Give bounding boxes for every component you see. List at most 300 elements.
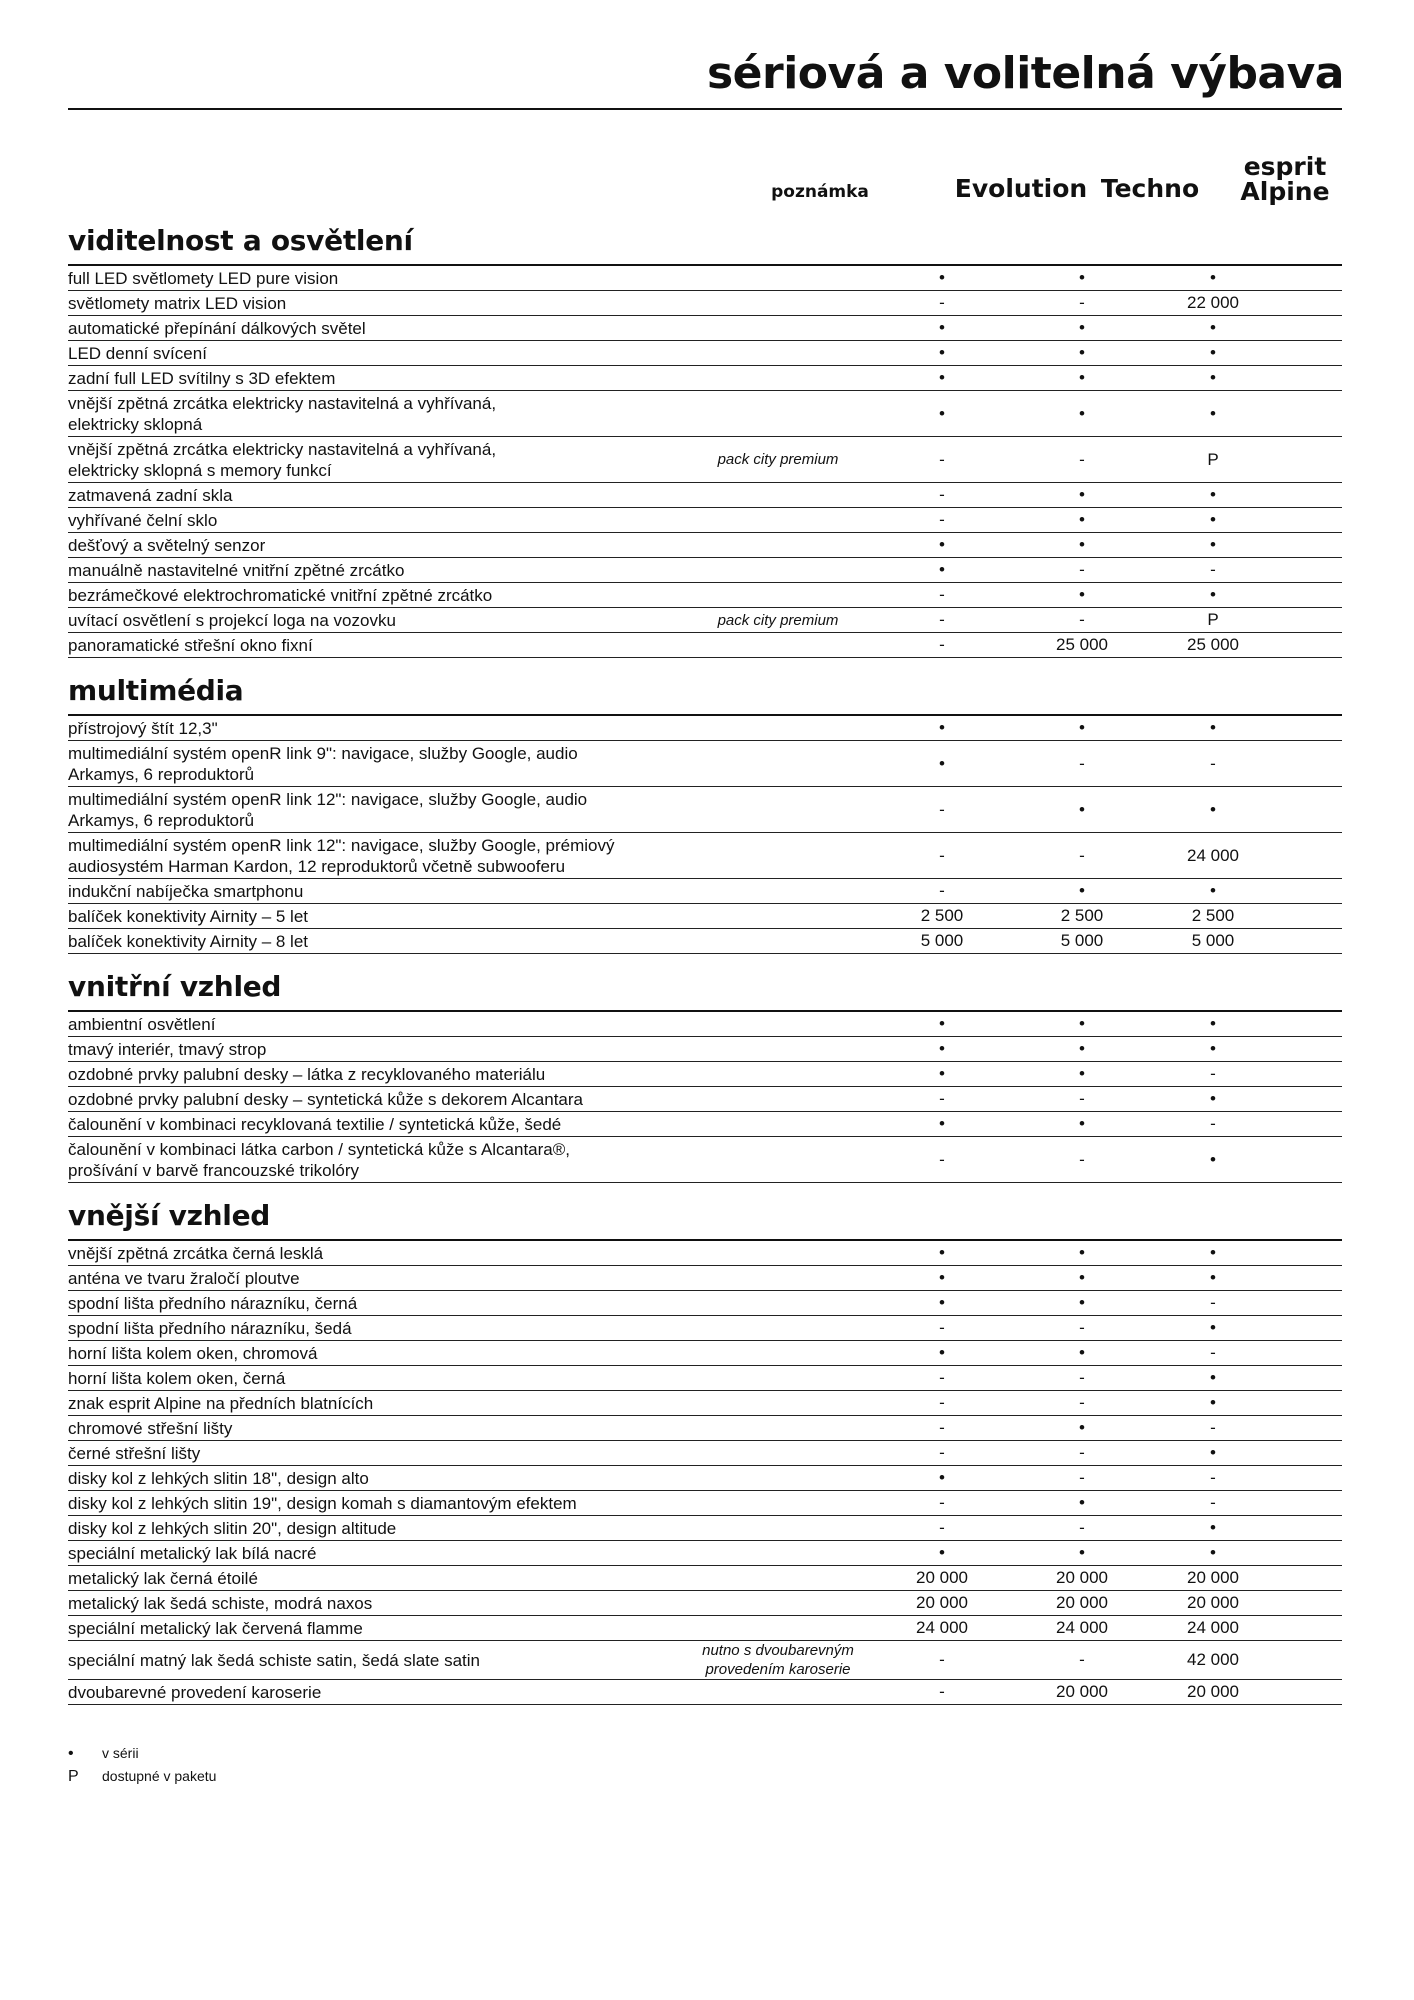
table-row	[68, 1087, 1342, 1112]
feature-label-line: LED denní svícení	[68, 344, 207, 363]
value-evolution: -	[939, 449, 945, 469]
value-evolution: •	[939, 1014, 945, 1033]
trim-values	[868, 754, 1342, 774]
section-rows	[68, 1010, 1342, 1183]
section-title: multimédia	[68, 674, 244, 707]
value-techno: •	[1079, 718, 1085, 737]
value-evolution: -	[939, 881, 945, 900]
table-row	[68, 1591, 1342, 1616]
value-techno: -	[1079, 1149, 1085, 1169]
value-esprit-alpine: P	[1207, 449, 1219, 469]
value-esprit-alpine: •	[1210, 1039, 1216, 1058]
value-esprit-alpine: -	[1210, 753, 1216, 773]
section	[68, 220, 1342, 658]
value-techno: -	[1079, 1393, 1085, 1412]
feature-label	[68, 391, 688, 436]
feature-label	[68, 1441, 688, 1465]
value-esprit-alpine: •	[1210, 1393, 1216, 1412]
feature-label	[68, 1037, 688, 1061]
bullet-icon: •	[68, 1745, 74, 1762]
feature-label-line: vyhřívané čelní sklo	[68, 511, 218, 530]
value-esprit-alpine: •	[1210, 585, 1216, 604]
value-techno: -	[1079, 1650, 1085, 1669]
trim-values	[868, 343, 1342, 363]
feature-label-line: speciální matný lak šedá schiste satin, šedá slate satin	[68, 1651, 480, 1670]
table-row	[68, 787, 1342, 833]
value-evolution: •	[939, 1064, 945, 1083]
feature-label	[68, 633, 688, 657]
feature-label-line: chromové střešní lišty	[68, 1419, 233, 1438]
trim-values	[868, 510, 1342, 530]
trim-values	[868, 318, 1342, 338]
value-techno: 2 500	[1060, 906, 1104, 925]
feature-label	[68, 1391, 688, 1415]
feature-note	[688, 1641, 868, 1679]
feature-label	[68, 608, 688, 632]
feature-label-line: vnější zpětná zrcátka černá lesklá	[68, 1244, 324, 1263]
trim-values	[868, 610, 1342, 630]
value-techno: -	[1079, 610, 1085, 629]
value-esprit-alpine: 42 000	[1187, 1650, 1239, 1669]
feature-label	[68, 1316, 688, 1340]
value-esprit-alpine: 25 000	[1187, 635, 1239, 654]
feature-note-line: nutno s dvoubarevným	[702, 1642, 854, 1659]
table-row	[68, 1416, 1342, 1441]
feature-label-line: uvítací osvětlení s projekcí loga na vozovku	[68, 611, 396, 630]
feature-label	[68, 266, 688, 290]
table-row	[68, 1466, 1342, 1491]
trim-values	[868, 293, 1342, 313]
feature-label	[68, 1466, 688, 1490]
value-techno: •	[1079, 1343, 1085, 1362]
value-esprit-alpine: •	[1210, 1243, 1216, 1262]
table-row	[68, 1566, 1342, 1591]
feature-label-line: elektricky sklopná	[68, 415, 203, 434]
value-evolution: •	[939, 753, 945, 773]
value-evolution: 20 000	[916, 1568, 968, 1587]
feature-label	[68, 366, 688, 390]
trim-values	[868, 1468, 1342, 1488]
value-techno: •	[1079, 535, 1085, 554]
feature-label	[68, 316, 688, 340]
feature-label-line: Arkamys, 6 reproduktorů	[68, 811, 255, 830]
feature-label-line: metalický lak černá étoilé	[68, 1569, 258, 1588]
value-techno: •	[1079, 1493, 1085, 1512]
feature-label	[68, 1062, 688, 1086]
column-header-techno: Techno	[1100, 174, 1200, 203]
feature-label-line: horní lišta kolem oken, chromová	[68, 1344, 318, 1363]
value-evolution: -	[939, 610, 945, 629]
table-row	[68, 291, 1342, 316]
value-evolution: •	[939, 1114, 945, 1133]
value-evolution: •	[939, 535, 945, 554]
feature-label-line: spodní lišta předního nárazníku, černá	[68, 1294, 358, 1313]
value-techno: -	[1079, 1318, 1085, 1337]
feature-label-line: indukční nabíječka smartphonu	[68, 882, 304, 901]
feature-label	[68, 1491, 688, 1515]
feature-label-line: tmavý interiér, tmavý strop	[68, 1040, 267, 1059]
feature-label-line: vnější zpětná zrcátka elektricky nastavitelná a vyhřívaná,	[68, 440, 497, 459]
value-evolution: -	[939, 1318, 945, 1337]
value-esprit-alpine: 5 000	[1191, 931, 1235, 950]
value-esprit-alpine: 22 000	[1187, 293, 1239, 312]
table-row	[68, 833, 1342, 879]
trim-values	[868, 560, 1342, 580]
value-esprit-alpine: -	[1210, 1114, 1216, 1133]
value-techno: 20 000	[1056, 1682, 1108, 1701]
feature-label-line: zatmavená zadní skla	[68, 486, 233, 505]
value-techno: -	[1079, 1468, 1085, 1487]
value-esprit-alpine: •	[1210, 485, 1216, 504]
feature-label-line: full LED světlomety LED pure vision	[68, 269, 339, 288]
value-evolution: -	[939, 293, 945, 312]
value-esprit-alpine: 24 000	[1187, 1618, 1239, 1637]
value-esprit-alpine: •	[1210, 1368, 1216, 1387]
feature-label-line: ozdobné prvky palubní desky – syntetická kůže s dekorem Alcantara	[68, 1090, 584, 1109]
section-title: viditelnost a osvětlení	[68, 224, 413, 257]
value-techno: -	[1079, 293, 1085, 312]
trim-values	[868, 1418, 1342, 1438]
trim-values	[868, 1593, 1342, 1613]
value-evolution: -	[939, 485, 945, 504]
value-techno: -	[1079, 1089, 1085, 1108]
table-row	[68, 558, 1342, 583]
feature-label-line: elektricky sklopná s memory funkcí	[68, 461, 332, 480]
value-techno: •	[1079, 1039, 1085, 1058]
table-row	[68, 1680, 1342, 1705]
feature-label	[68, 929, 688, 953]
value-esprit-alpine: 20 000	[1187, 1682, 1239, 1701]
table-row	[68, 1541, 1342, 1566]
value-techno: -	[1079, 560, 1085, 579]
feature-label	[68, 1616, 688, 1640]
value-techno: •	[1079, 403, 1085, 423]
trim-values	[868, 1543, 1342, 1563]
feature-label-line: čalounění v kombinaci látka carbon / syntetická kůže s Alcantara®,	[68, 1140, 571, 1159]
value-esprit-alpine: P	[1207, 610, 1219, 629]
page-title: sériová a volitelná výbava	[706, 48, 1344, 99]
value-esprit-alpine: •	[1210, 535, 1216, 554]
value-esprit-alpine: 20 000	[1187, 1593, 1239, 1612]
trim-values	[868, 1682, 1342, 1702]
section-gap	[68, 954, 1342, 966]
feature-label	[68, 1012, 688, 1036]
value-evolution: •	[939, 560, 945, 579]
feature-label	[68, 437, 688, 482]
feature-label	[68, 716, 688, 740]
feature-label	[68, 1291, 688, 1315]
feature-label-line: prošívání v barvě francouzské trikolóry	[68, 1161, 360, 1180]
value-esprit-alpine: •	[1210, 1543, 1216, 1562]
value-evolution: -	[939, 799, 945, 819]
value-esprit-alpine: •	[1210, 368, 1216, 387]
feature-label-line: přístrojový štít 12,3"	[68, 719, 218, 738]
feature-label	[68, 1566, 688, 1590]
value-evolution: 20 000	[916, 1593, 968, 1612]
value-evolution: -	[939, 1518, 945, 1537]
feature-label	[68, 558, 688, 582]
trim-values	[868, 1443, 1342, 1463]
value-evolution: •	[939, 1343, 945, 1362]
section-title: vnější vzhled	[68, 1199, 270, 1232]
value-esprit-alpine: -	[1210, 1418, 1216, 1437]
trim-values	[868, 1393, 1342, 1413]
value-esprit-alpine: •	[1210, 881, 1216, 900]
value-techno: 24 000	[1056, 1618, 1108, 1637]
value-techno: •	[1079, 368, 1085, 387]
table-row	[68, 1291, 1342, 1316]
feature-label-line: metalický lak šedá schiste, modrá naxos	[68, 1594, 373, 1613]
feature-label	[68, 1416, 688, 1440]
feature-note-line: pack city premium	[717, 611, 839, 629]
value-evolution: -	[939, 1089, 945, 1108]
trim-values	[868, 1089, 1342, 1109]
table-row	[68, 1366, 1342, 1391]
table-row	[68, 1316, 1342, 1341]
table-row	[68, 316, 1342, 341]
feature-label-line: spodní lišta předního nárazníku, šedá	[68, 1319, 352, 1338]
value-techno: •	[1079, 1014, 1085, 1033]
table-row	[68, 508, 1342, 533]
trim-values	[868, 1343, 1342, 1363]
section-gap	[68, 1183, 1342, 1195]
section-rows	[68, 264, 1342, 658]
value-evolution: -	[939, 1368, 945, 1387]
value-techno: •	[1079, 318, 1085, 337]
feature-label	[68, 1541, 688, 1565]
feature-label	[68, 1680, 688, 1704]
value-evolution: -	[939, 1650, 945, 1669]
feature-label	[68, 879, 688, 903]
value-techno: •	[1079, 1114, 1085, 1133]
table-row	[68, 583, 1342, 608]
value-evolution: •	[939, 403, 945, 423]
feature-label-line: světlomety matrix LED vision	[68, 294, 287, 313]
table-row	[68, 1441, 1342, 1466]
value-techno: 5 000	[1060, 931, 1104, 950]
table-row	[68, 1241, 1342, 1266]
value-evolution: -	[939, 585, 945, 604]
feature-label-line: čalounění v kombinaci recyklovaná textilie / syntetická kůže, šedé	[68, 1115, 562, 1134]
column-header-esprit-alpine	[1230, 154, 1340, 204]
table-row	[68, 341, 1342, 366]
legend	[68, 1742, 216, 1788]
trim-values	[868, 1368, 1342, 1388]
value-esprit-alpine: -	[1210, 1343, 1216, 1362]
value-evolution: 5 000	[920, 931, 964, 950]
feature-label-line: automatické přepínání dálkových světel	[68, 319, 366, 338]
trim-values	[868, 635, 1342, 655]
table-row	[68, 391, 1342, 437]
feature-label	[68, 1591, 688, 1615]
table-row	[68, 1341, 1342, 1366]
value-techno: •	[1079, 1268, 1085, 1287]
trim-values	[868, 450, 1342, 470]
value-evolution: 2 500	[920, 906, 964, 925]
table-row	[68, 533, 1342, 558]
column-header-alpine-line: Alpine	[1240, 177, 1330, 206]
feature-label-line: speciální metalický lak červená flamme	[68, 1619, 363, 1638]
feature-label	[68, 341, 688, 365]
value-techno: •	[1079, 343, 1085, 362]
value-evolution: -	[939, 1418, 945, 1437]
feature-label-line: dešťový a světelný senzor	[68, 536, 266, 555]
value-techno: 25 000	[1056, 635, 1108, 654]
value-evolution: •	[939, 368, 945, 387]
value-esprit-alpine: •	[1210, 1318, 1216, 1337]
trim-values	[868, 1114, 1342, 1134]
value-esprit-alpine: -	[1210, 1468, 1216, 1487]
feature-label	[68, 1266, 688, 1290]
table-row	[68, 1137, 1342, 1183]
trim-values	[868, 1243, 1342, 1263]
trim-values	[868, 1150, 1342, 1170]
table-row	[68, 1391, 1342, 1416]
section	[68, 1195, 1342, 1705]
feature-note-line: provedením karoserie	[705, 1661, 851, 1678]
value-techno: 20 000	[1056, 1593, 1108, 1612]
section-rows	[68, 714, 1342, 954]
feature-note-line: pack city premium	[717, 451, 839, 468]
feature-label	[68, 833, 688, 878]
value-esprit-alpine: •	[1210, 1268, 1216, 1287]
trim-values	[868, 906, 1342, 926]
value-techno: •	[1079, 268, 1085, 287]
value-techno: •	[1079, 1543, 1085, 1562]
trim-values	[868, 535, 1342, 555]
value-esprit-alpine: •	[1210, 1149, 1216, 1169]
legend-text: dostupné v paketu	[102, 1768, 217, 1784]
feature-label-line: vnější zpětná zrcátka elektricky nastavitelná a vyhřívaná,	[68, 394, 497, 413]
package-p-icon: P	[68, 1768, 79, 1785]
value-esprit-alpine: •	[1210, 403, 1216, 423]
table-row	[68, 1516, 1342, 1541]
trim-values	[868, 404, 1342, 424]
feature-label-line: multimediální systém openR link 9": navigace, služby Google, audio	[68, 744, 578, 763]
feature-label	[68, 904, 688, 928]
value-esprit-alpine: 24 000	[1187, 845, 1239, 865]
value-techno: •	[1079, 799, 1085, 819]
trim-values	[868, 846, 1342, 866]
value-esprit-alpine: 2 500	[1191, 906, 1235, 925]
feature-label-line: bezrámečkové elektrochromatické vnitřní zpětné zrcátko	[68, 586, 493, 605]
value-techno: •	[1079, 485, 1085, 504]
feature-label	[68, 741, 688, 786]
trim-values	[868, 800, 1342, 820]
equipment-table	[68, 220, 1342, 1705]
feature-label-line: disky kol z lehkých slitin 18", design alto	[68, 1469, 369, 1488]
value-techno: -	[1079, 1518, 1085, 1537]
table-row	[68, 1062, 1342, 1087]
table-row	[68, 1641, 1342, 1680]
feature-label-line: manuálně nastavitelné vnitřní zpětné zrcátko	[68, 561, 405, 580]
value-evolution: -	[939, 1149, 945, 1169]
value-esprit-alpine: •	[1210, 799, 1216, 819]
value-evolution: •	[939, 343, 945, 362]
table-row	[68, 608, 1342, 633]
legend-item-package	[68, 1765, 216, 1788]
table-row	[68, 1616, 1342, 1641]
feature-label	[68, 508, 688, 532]
legend-text: v sérii	[102, 1745, 139, 1761]
feature-label-line: disky kol z lehkých slitin 20", design altitude	[68, 1519, 397, 1538]
legend-item-standard	[68, 1742, 216, 1765]
feature-label-line: horní lišta kolem oken, černá	[68, 1369, 286, 1388]
section-title: vnitřní vzhled	[68, 970, 282, 1003]
table-row	[68, 633, 1342, 658]
feature-label-line: ozdobné prvky palubní desky – látka z recyklovaného materiálu	[68, 1065, 546, 1084]
section-gap	[68, 658, 1342, 670]
column-header-esprit-line: esprit	[1243, 152, 1327, 181]
value-evolution: -	[939, 1493, 945, 1512]
feature-label-line: balíček konektivity Airnity – 8 let	[68, 932, 309, 951]
feature-label	[68, 533, 688, 557]
feature-label	[68, 1112, 688, 1136]
table-row	[68, 1112, 1342, 1137]
value-techno: •	[1079, 510, 1085, 529]
value-evolution: -	[939, 845, 945, 865]
trim-values	[868, 718, 1342, 738]
feature-label	[68, 1241, 688, 1265]
feature-label-line: panoramatické střešní okno fixní	[68, 636, 313, 655]
section-rows	[68, 1239, 1342, 1705]
feature-label-line: Arkamys, 6 reproduktorů	[68, 765, 255, 784]
feature-label-line: balíček konektivity Airnity – 5 let	[68, 907, 309, 926]
value-esprit-alpine: •	[1210, 268, 1216, 287]
table-row	[68, 1012, 1342, 1037]
value-evolution: •	[939, 1268, 945, 1287]
trim-values	[868, 1618, 1342, 1638]
value-evolution: •	[939, 1468, 945, 1487]
feature-label	[68, 1137, 688, 1182]
value-techno: -	[1079, 753, 1085, 773]
trim-values	[868, 1064, 1342, 1084]
value-techno: -	[1079, 1368, 1085, 1387]
feature-label	[68, 787, 688, 832]
section	[68, 966, 1342, 1183]
table-row	[68, 716, 1342, 741]
column-header-evolution: Evolution	[954, 174, 1088, 203]
feature-label-line: černé střešní lišty	[68, 1444, 201, 1463]
trim-values	[868, 1318, 1342, 1338]
value-esprit-alpine: 20 000	[1187, 1568, 1239, 1587]
feature-label	[68, 1516, 688, 1540]
feature-label	[68, 1341, 688, 1365]
value-evolution: -	[939, 1443, 945, 1462]
feature-label	[68, 1648, 688, 1672]
feature-label-line: znak esprit Alpine na předních blatnících	[68, 1394, 374, 1413]
trim-values	[868, 268, 1342, 288]
title-divider	[68, 108, 1342, 110]
value-evolution: •	[939, 1243, 945, 1262]
feature-label	[68, 1087, 688, 1111]
trim-values	[868, 1039, 1342, 1059]
table-row	[68, 266, 1342, 291]
feature-label-line: speciální metalický lak bílá nacré	[68, 1544, 317, 1563]
table-row	[68, 1266, 1342, 1291]
value-evolution: •	[939, 1039, 945, 1058]
feature-label-line: zadní full LED svítilny s 3D efektem	[68, 369, 336, 388]
value-esprit-alpine: •	[1210, 1089, 1216, 1108]
table-row	[68, 437, 1342, 483]
value-esprit-alpine: •	[1210, 510, 1216, 529]
value-evolution: 24 000	[916, 1618, 968, 1637]
section	[68, 670, 1342, 954]
table-row	[68, 904, 1342, 929]
table-row	[68, 1491, 1342, 1516]
value-evolution: -	[939, 635, 945, 654]
value-esprit-alpine: -	[1210, 1493, 1216, 1512]
